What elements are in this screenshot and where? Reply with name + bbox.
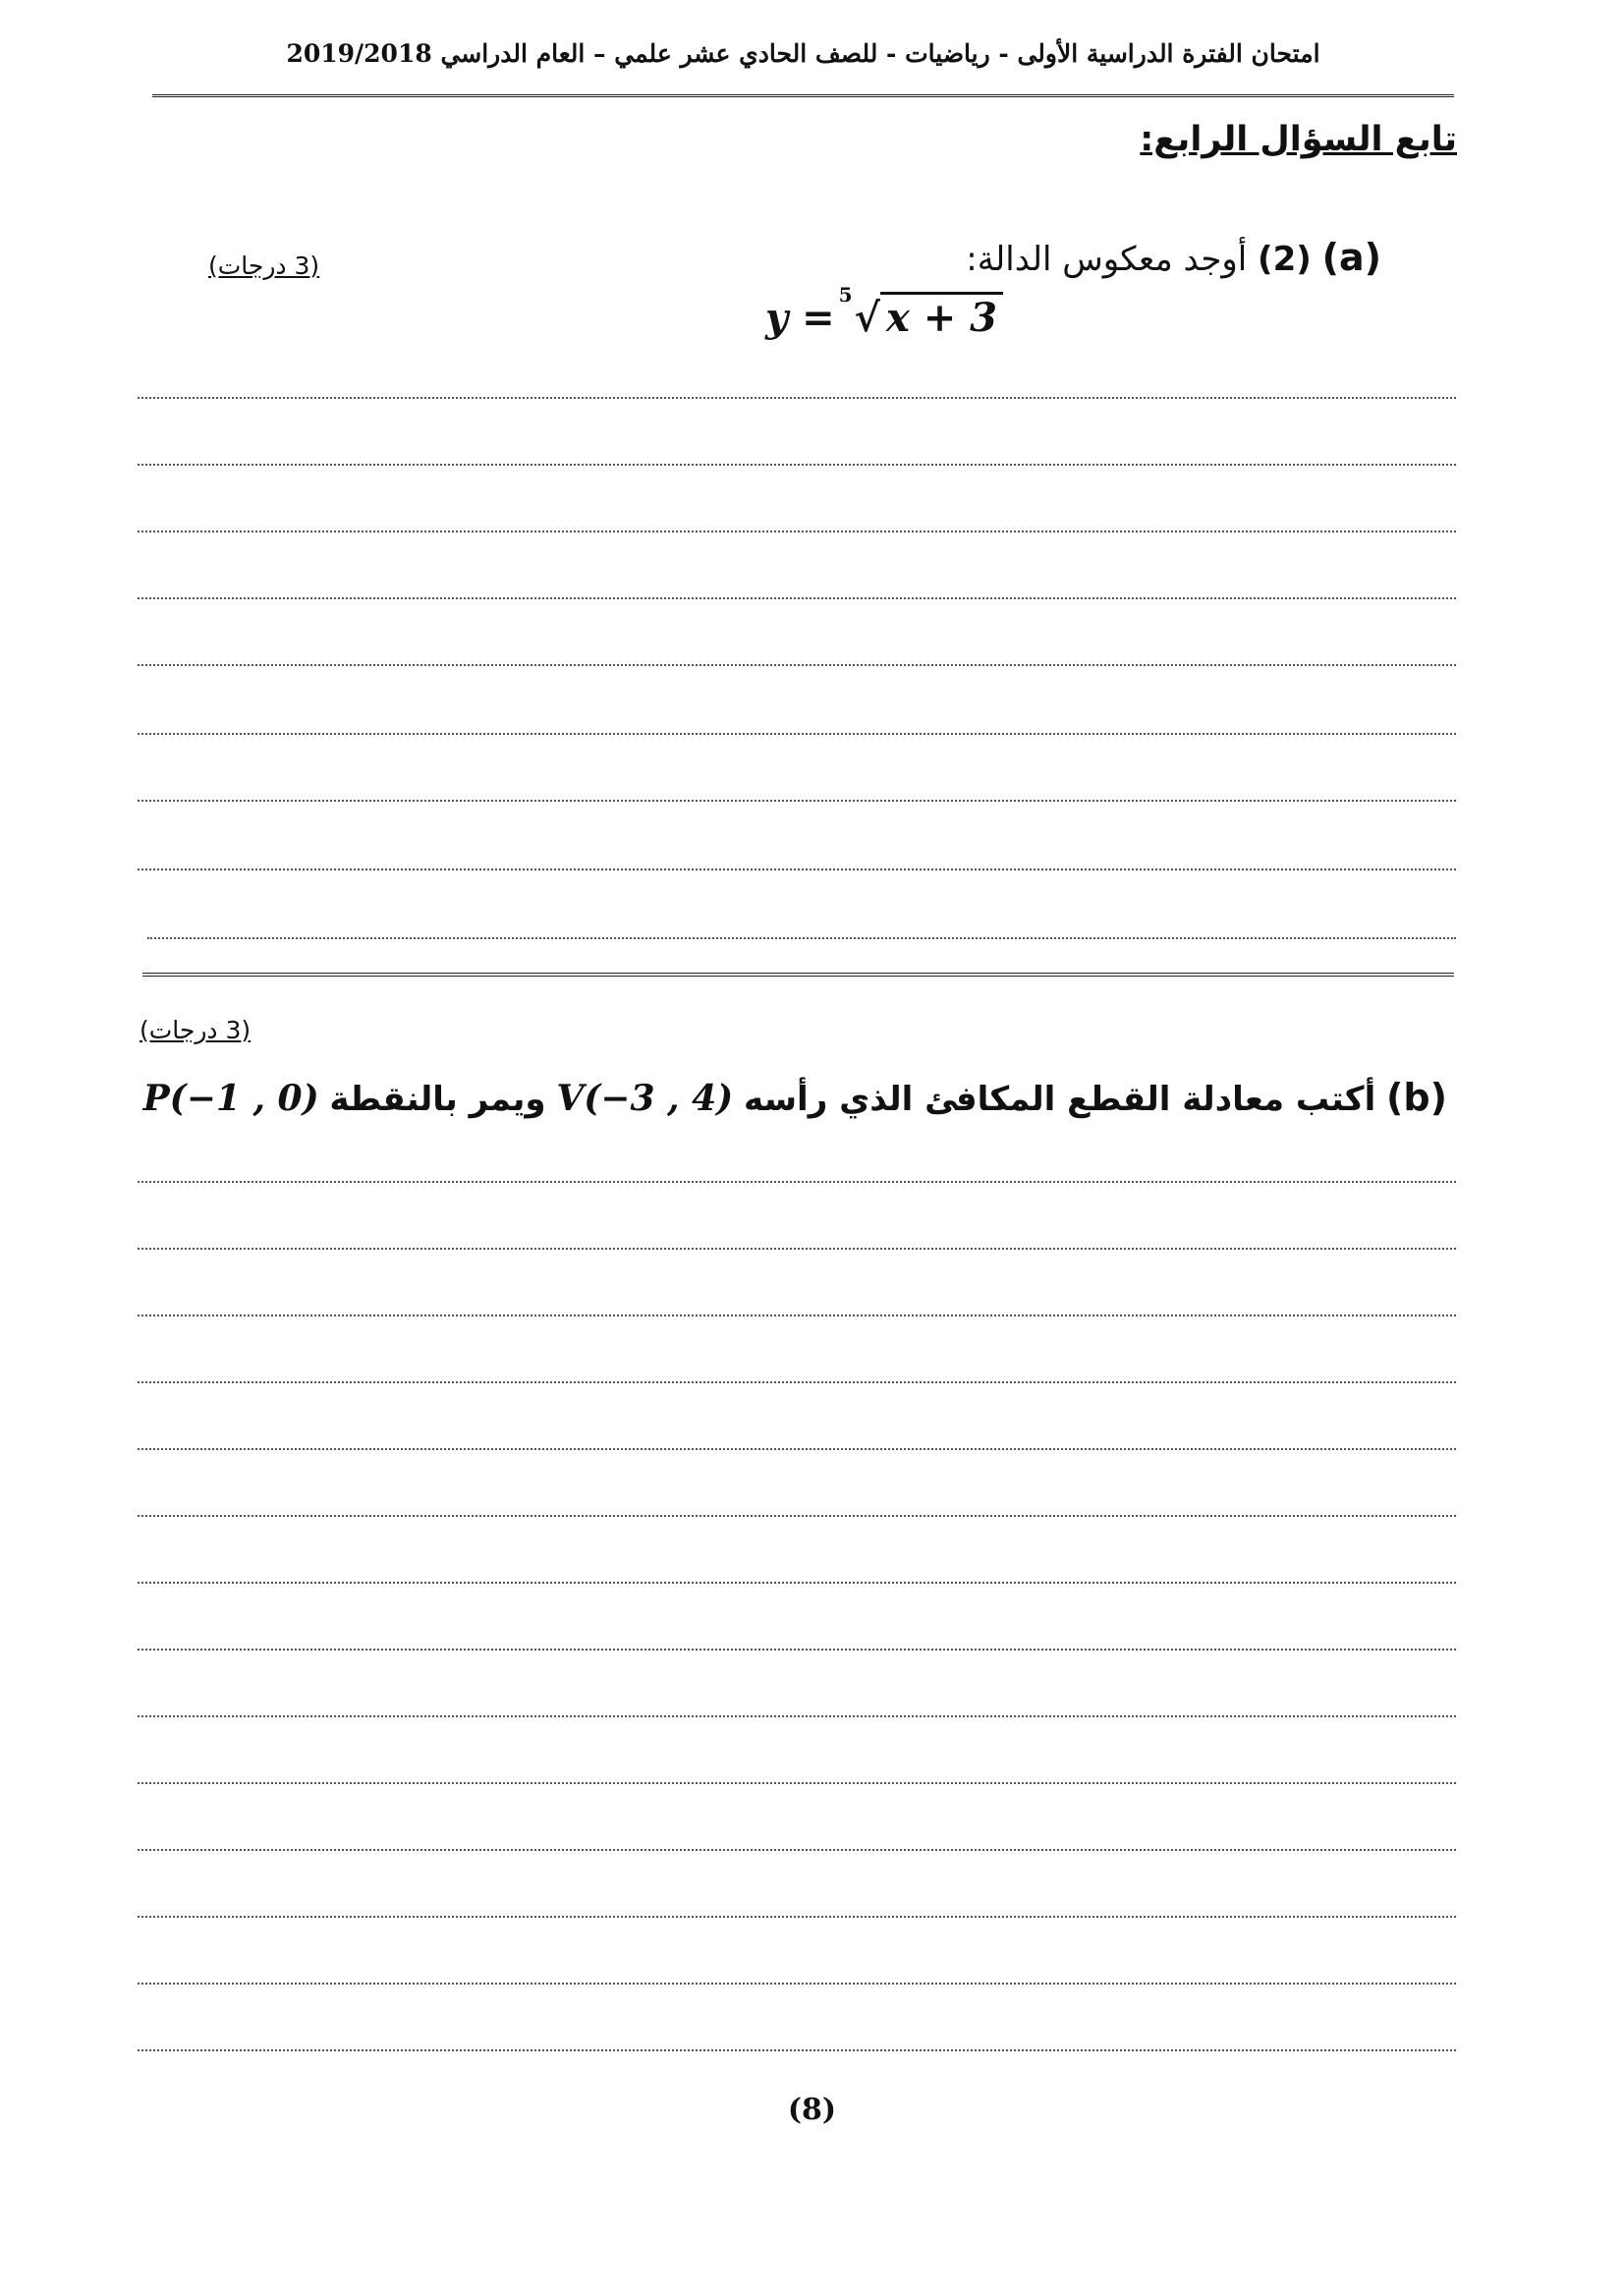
answer-line-a: [138, 531, 1456, 532]
answer-line-a: [147, 937, 1456, 939]
exam-header-title: امتحان الفترة الدراسية الأولى - رياضيات - للصف الحادي عشر علمي – العام الدراسي 2019/2018: [286, 39, 1320, 68]
answer-line-b: [138, 1315, 1456, 1316]
question-b-label: (b): [1386, 1076, 1447, 1119]
answer-line-b: [138, 1448, 1456, 1450]
question-b-text-1: أكتب معادلة القطع المكافئ الذي رأسه: [743, 1080, 1376, 1119]
answer-line-b: [138, 1983, 1456, 1985]
section-continue-title: تابع السؤال الرابع:: [1140, 120, 1457, 159]
radical-index: 5: [838, 283, 853, 307]
section-divider: [142, 973, 1454, 977]
answer-line-a: [138, 464, 1456, 466]
answer-line-b: [138, 1582, 1456, 1584]
header-divider: [152, 94, 1454, 97]
radicand: x + 3: [880, 292, 1003, 341]
answer-line-b: [138, 1849, 1456, 1851]
answer-line-a: [138, 868, 1456, 870]
question-a-text: أوجد معكوس الدالة:: [966, 240, 1248, 279]
question-a-formula: [688, 283, 1081, 354]
answer-line-b: [138, 1715, 1456, 1717]
answer-line-b: [138, 1515, 1456, 1517]
question-b-line: [143, 1076, 1447, 1119]
answer-line-a: [138, 397, 1456, 399]
question-a-number: (2): [1258, 240, 1312, 279]
radical-sign: √: [854, 295, 880, 341]
page-number: (8): [787, 2093, 837, 2127]
answer-line-b: [138, 2049, 1456, 2051]
answer-line-b: [138, 1181, 1456, 1183]
formula-lhs: y =: [765, 295, 835, 341]
question-a-label: (a): [1321, 236, 1381, 279]
fifth-root-radical: [838, 283, 1003, 341]
question-a-marks: (3 درجات): [208, 252, 320, 280]
answer-line-a: [138, 800, 1456, 802]
answer-line-a: [138, 664, 1456, 666]
answer-line-b: [138, 1381, 1456, 1383]
question-b-text-2: ويمر بالنقطة: [329, 1080, 546, 1119]
answer-line-b: [138, 1649, 1456, 1651]
question-b-marks: (3 درجات): [140, 1016, 252, 1044]
question-a-line: [966, 236, 1381, 279]
answer-line-b: [138, 1916, 1456, 1918]
answer-line-b: [138, 1248, 1456, 1250]
answer-line-b: [138, 1782, 1456, 1784]
answer-line-a: [138, 733, 1456, 735]
vertex-point: V(−3 , 4): [556, 1078, 734, 1119]
pass-point: P(−1 , 0): [142, 1078, 319, 1119]
answer-line-a: [138, 597, 1456, 599]
